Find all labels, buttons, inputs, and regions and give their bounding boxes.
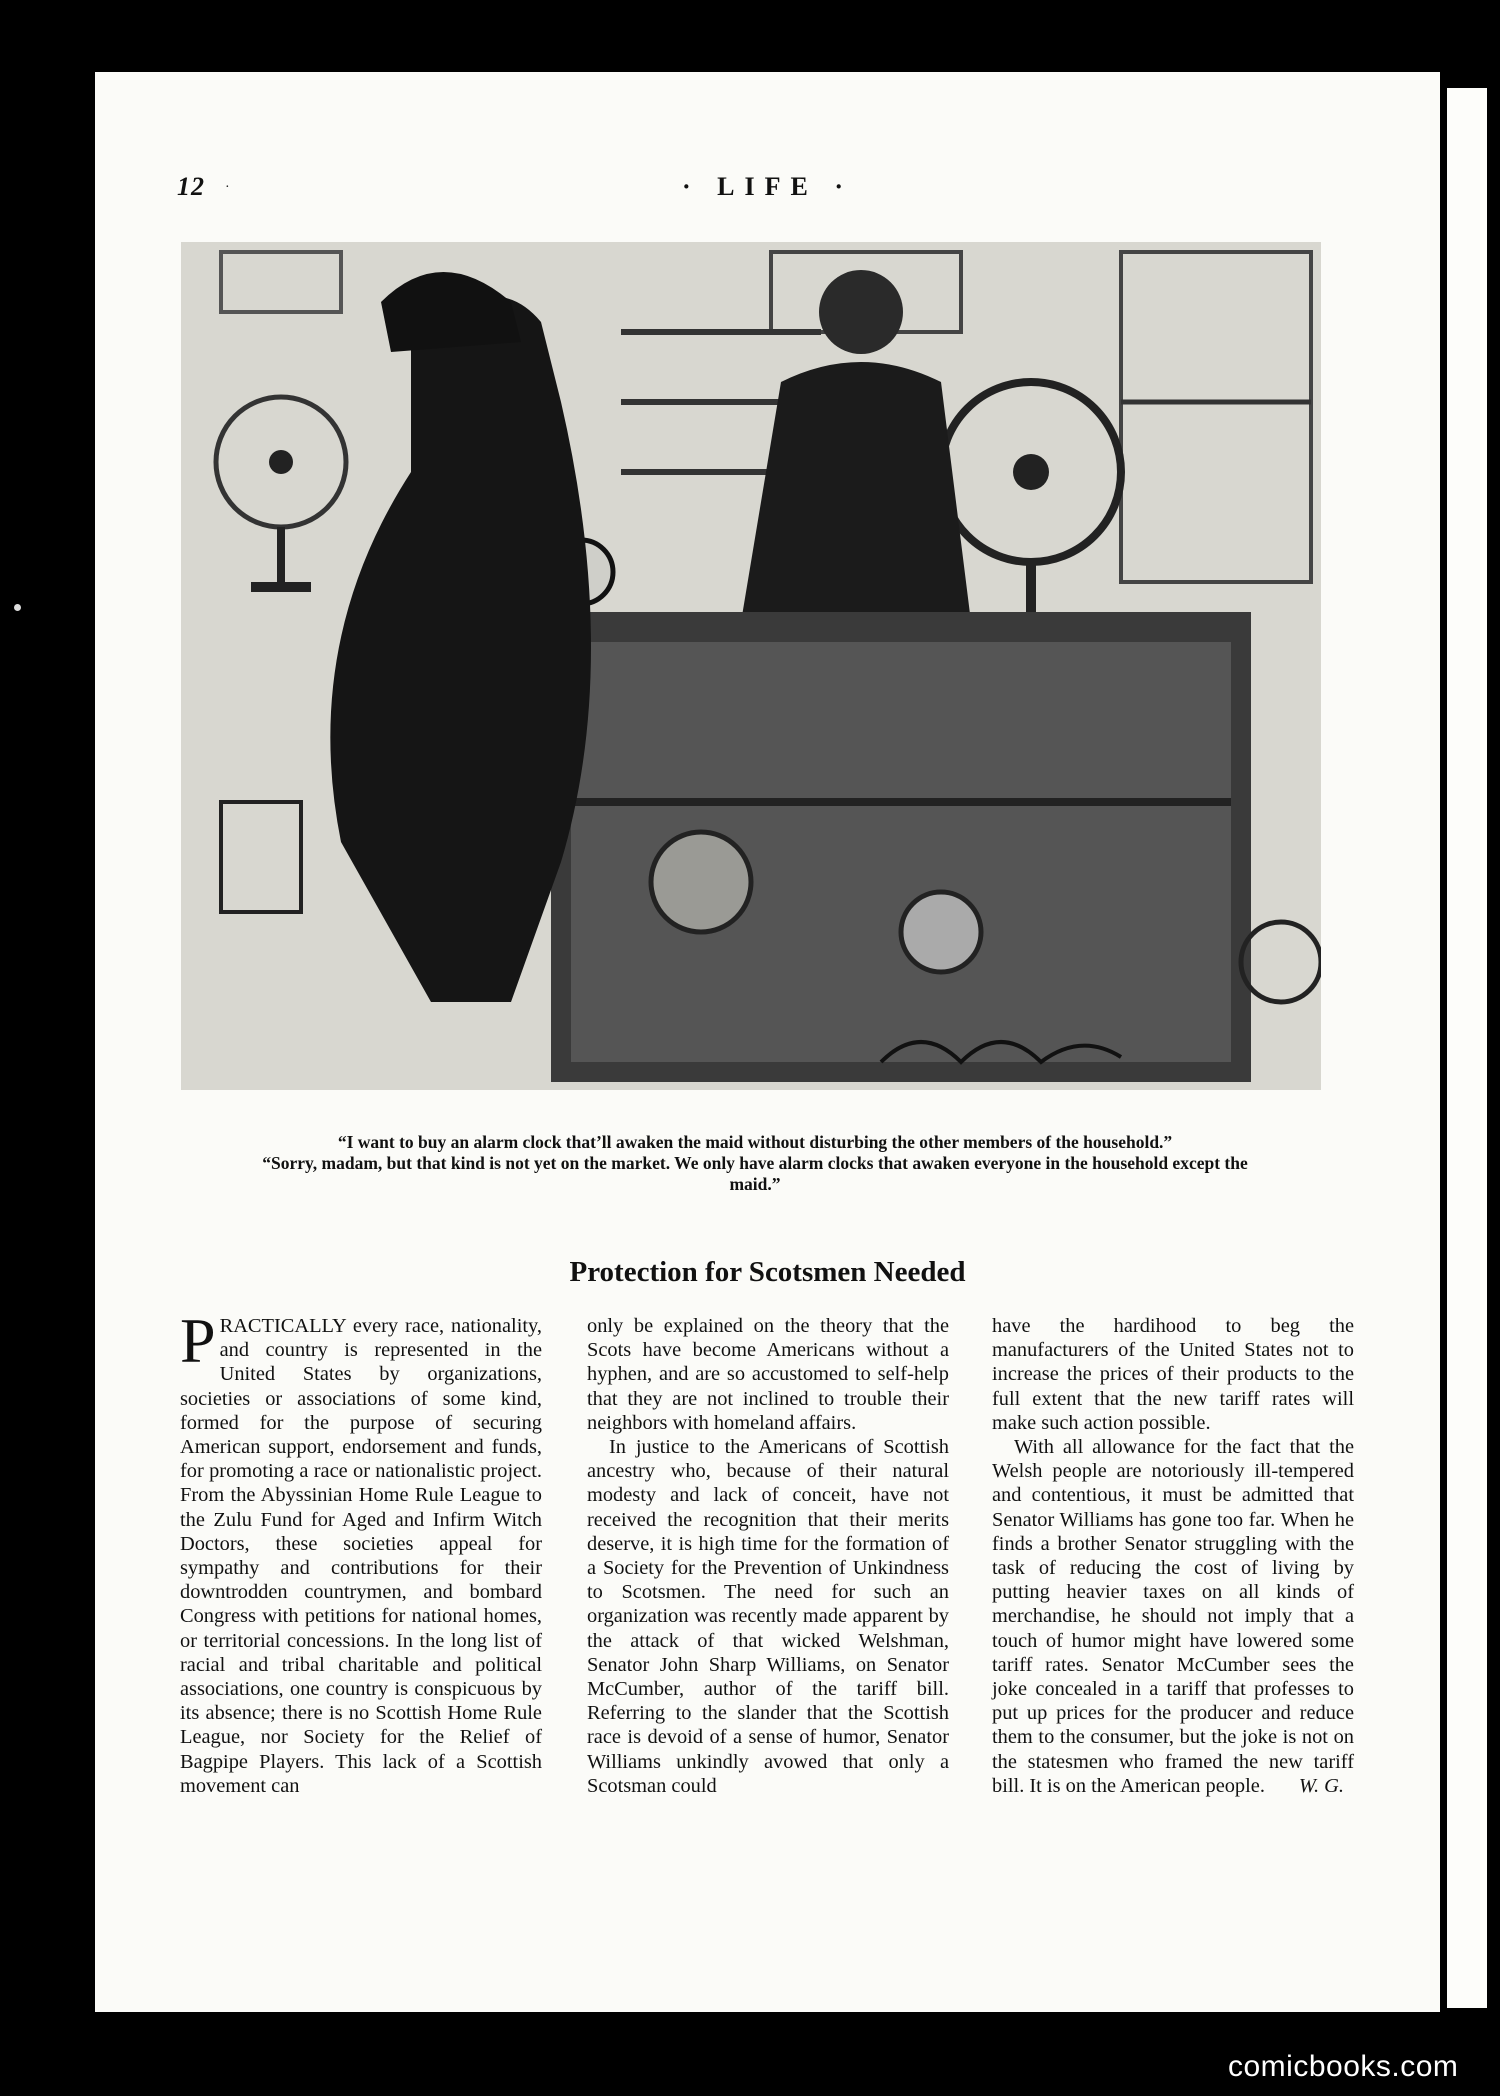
column-2-paragraph-2: In justice to the Americans of Scottish ancestry who, because of their natural modesty and lack of conceit, have not received the recognition that their merits deserve, it is high time for the formation of a Society for the Prevention of Unkindness to Scotsmen. The need for such an organization was recently made apparent by the attack of that wicked Welshman, Senator John Sharp Williams, on Senator McCumber, author of the tariff bill. Referring to the slander that the Scottish race is devoid of a sense of humor, Senator Williams unkindly avowed that only a Scotsman could <box>587 1436 949 1797</box>
caption-line-1: “I want to buy an alarm clock that’ll awaken the maid without disturbing the other members of the household.” <box>337 1132 1173 1152</box>
page-number: 12 <box>177 172 205 201</box>
column-2-paragraph-1: only be explained on the theory that the Scots have become Americans without a hyphen, and are so accustomed to self-help that they are not inclined to trouble their neighbors with homeland affairs. <box>587 1315 949 1434</box>
drop-cap: P <box>180 1305 216 1376</box>
column-3-paragraph-1: have the hardihood to beg the manufacturers of the United States not to increase the prices of their products to the full extent that the new tariff rates will make such action possible. <box>992 1315 1354 1434</box>
cartoon-illustration <box>181 242 1321 1090</box>
magazine-page <box>95 72 1440 2012</box>
magazine-title: · LIFE · <box>681 172 854 201</box>
article-column-2 <box>587 1314 949 1798</box>
page-number-dot: · <box>225 180 230 195</box>
caption-line-2: “Sorry, madam, but that kind is not yet on the market. We only have alarm clocks that awaken everyone in the household except the maid.” <box>262 1153 1248 1194</box>
column-3-paragraph-2 <box>992 1435 1354 1798</box>
site-watermark: comicbooks.com <box>1228 2050 1459 2083</box>
cartoon-caption <box>255 1132 1255 1195</box>
article-column-1 <box>180 1305 542 1798</box>
cartoon-drawing <box>181 242 1321 1090</box>
page-header <box>95 172 1440 212</box>
article-title: Protection for Scotsmen Needed <box>569 1256 966 1288</box>
author-initials: W. G. <box>1298 1774 1344 1797</box>
next-page-edge <box>1447 88 1487 2008</box>
column-1-paragraph <box>180 1305 542 1798</box>
article-column-3 <box>992 1314 1354 1798</box>
scan-dot <box>14 604 21 611</box>
column-1-text: RACTICALLY every race, nationality, and country is represented in the United States by organizations, societies or associations of some kind, formed for the purpose of securing American support, endorsement and funds, for promoting a race or nationalistic project. From the Abyssinian Home Rule League to the Zulu Fund for Aged and Infirm Witch Doctors, these societies appeal for sympathy and contributions for their downtrodden countrymen, and bombard Congress with petitions for national homes, or territorial concessions. In the long list of racial and tribal charitable and political associations, one country is conspicuous by its absence; there is no Scottish Home Rule League, nor Society for the Relief of Bagpipe Players. This lack of a Scottish movement can <box>180 1315 542 1797</box>
column-3-paragraph-2-text: With all allowance for the fact that the Welsh people are notoriously ill-tempered and contentious, it must be admitted that Senator Williams has gone too far. When he finds a brother Senator struggling with the task of reducing the cost of living by putting heavier taxes on all kinds of merchandise, he should not imply that a touch of humor might have lowered some tariff rates. Senator McCumber sees the joke concealed in a tariff that professes to put up prices for the producer and reduce them to the consumer, but the joke is not on the statesmen who framed the new tariff bill. It is on the American people. <box>992 1436 1354 1797</box>
